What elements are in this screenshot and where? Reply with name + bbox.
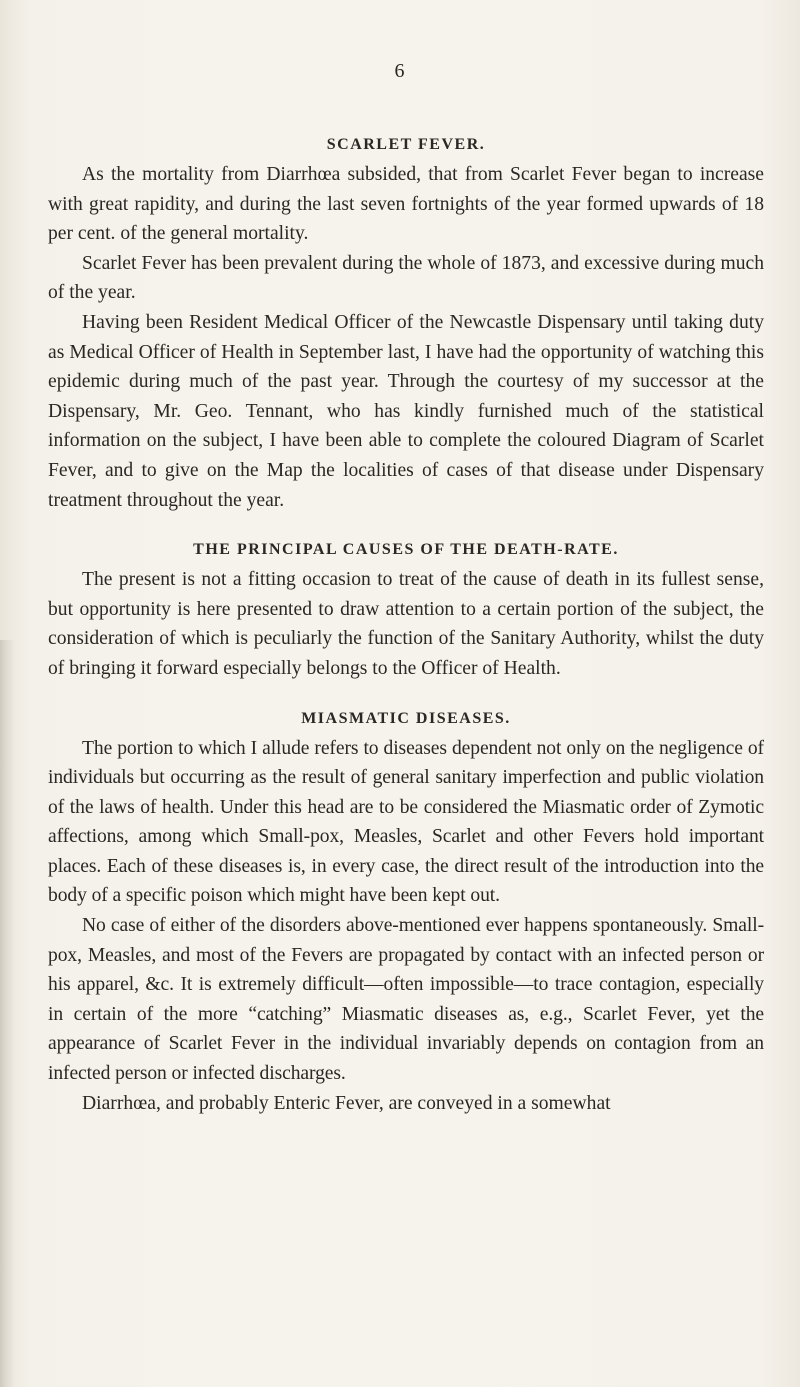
paragraph: The present is not a fitting occasion to treat of the cause of death in its fullest sense, but opportunity is here presented to draw attention to a certain portion of the subject, the consideration of which is peculiarly the function of the Sanitary Authority, whilst the duty of bringing it forward especially belongs to the Officer of Health.: [48, 569, 764, 679]
paragraph: The portion to which I allude refers to diseases dependent not only on the negligence of individuals but occurring as the result of general sanitary imperfection and public violation of the laws of health. Under this head are to be considered the Miasmatic order of Zymotic affections, among which Small-pox, Measles, Scarlet and other Fevers hold important places. Each of these diseases is, in every case, the direct result of the introduction into the body of a specific poison which might have been kept out.: [48, 737, 764, 907]
paragraph: Scarlet Fever has been prevalent during the whole of 1873, and excessive during much of the year.: [48, 252, 764, 304]
heading-miasmatic-diseases: MIASMATIC DISEASES.: [301, 709, 511, 727]
paragraph: No case of either of the disorders above-mentioned ever happens spontaneously. Small-pox, Measles, and most of the Fevers are propagated by contact with an infected person or his apparel, &c. It is extremely difficult—often impossible—to trace contagion, especially in certain of the more “catching” Miasmatic diseases as, e.g., Scarlet Fever, yet the appearance of Scarlet Fever in the individual invariably depends on contagion from an infected person or infected discharges.: [48, 915, 764, 1085]
heading-principal-causes: THE PRINCIPAL CAUSES OF THE DEATH-RATE.: [193, 541, 619, 559]
page-number: 6: [394, 60, 406, 82]
text-column: [48, 110, 764, 1118]
paragraph: Diarrhœa, and probably Enteric Fever, are conveyed in a somewhat: [82, 1092, 611, 1114]
paragraph: As the mortality from Diarrhœa subsided, that from Scarlet Fever began to increase with great rapidity, and during the last seven fortnights of the year formed upwards of 18 per cent. of the general mortality.: [48, 164, 764, 245]
paragraph: Having been Resident Medical Officer of the Newcastle Dispensary until taking duty as Medical Officer of Health in September last, I have had the opportunity of watching this epidemic during much of the past year. Through the courtesy of my successor at the Dispensary, Mr. Geo. Tennant, who has kindly furnished much of the statistical information on the subject, I have been able to complete the coloured Diagram of Scarlet Fever, and to give on the Map the localities of cases of that disease under Dispensary treatment throughout the year.: [48, 311, 764, 511]
page-binding-shadow: [0, 640, 14, 1387]
heading-scarlet-fever: SCARLET FEVER.: [326, 136, 486, 153]
